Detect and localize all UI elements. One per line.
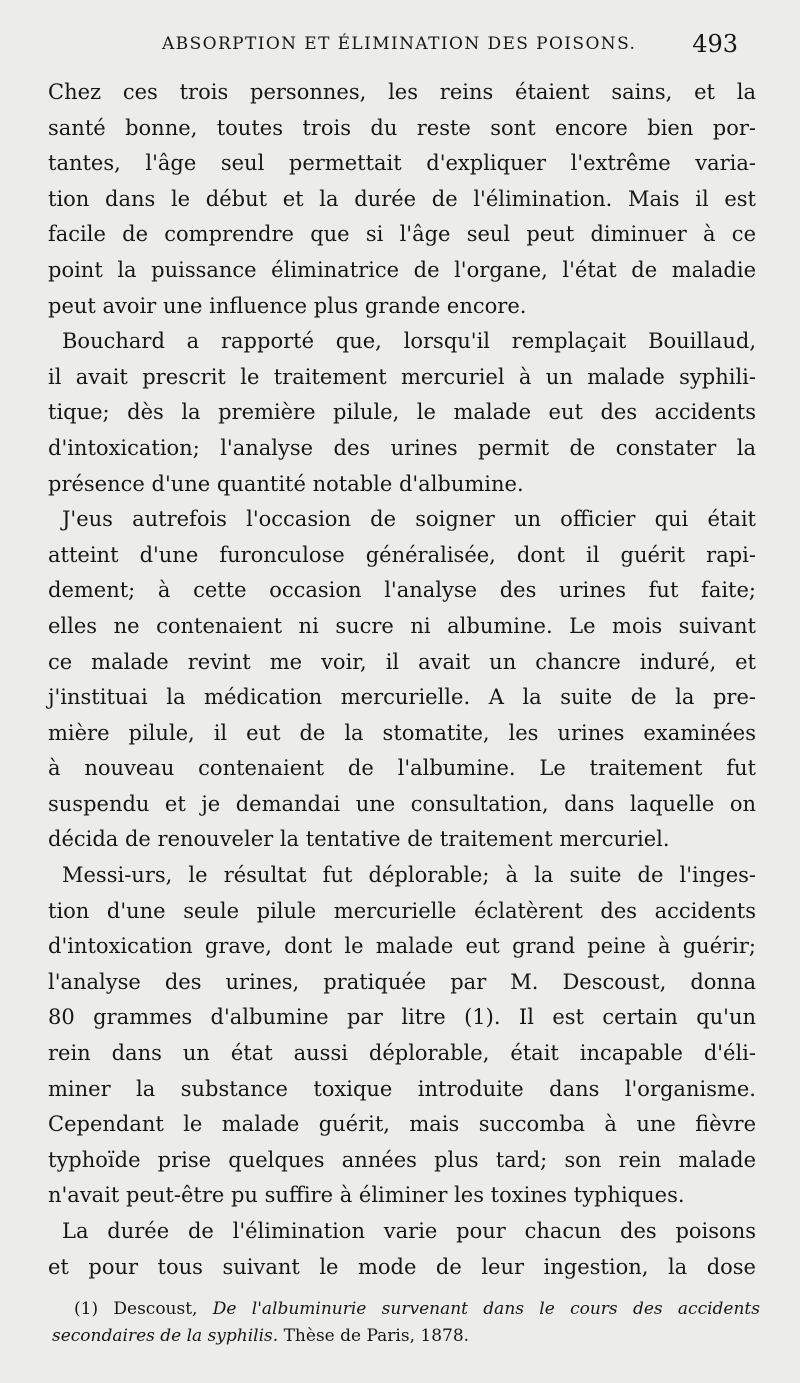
text-line: tique; dès la première pilule, le malade eut des accidents [48,400,756,425]
text-line: tantes, l'âge seul permettait d'expliquer l'extrême varia- [48,151,756,176]
text-line: il avait prescrit le traitement mercuriel à un malade syphili- [48,364,756,389]
text-line: peut avoir une influence plus grande encore. [48,293,527,318]
text-line: miner la substance toxique introduite dans l'organisme. [48,1076,756,1101]
text-line: point la puissance éliminatrice de l'organe, l'état de maladie [48,257,756,282]
text-line: n'avait peut-être pu suffire à éliminer les toxines typhiques. [48,1183,685,1208]
text-line: typhoïde prise quelques années plus tard; son rein malade [48,1147,756,1172]
footnote-title-continued: secondaires de la syphilis. [52,1326,279,1346]
running-title: ABSORPTION ET ÉLIMINATION DES POISONS. [162,34,637,54]
text-line: La durée de l'élimination varie pour chacun des poisons [62,1219,756,1243]
footnote-title: De l'albuminurie survenant dans le cours des accidents [212,1299,760,1319]
footnote-line [52,1323,760,1350]
text-line: atteint d'une furonculose généralisée, dont il guérit rapi- [48,542,756,567]
text-line: et pour tous suivant le mode de leur ingestion, la dose [48,1254,756,1279]
text-line: Chez ces trois personnes, les reins étaient sains, et la [48,80,756,104]
footnote-citation: Thèse de Paris, 1878. [283,1326,470,1346]
text-line: dement; à cette occasion l'analyse des urines fut faite; [48,578,756,603]
body-text [48,75,756,1285]
text-line: ce malade revint me voir, il avait un chancre induré, et [48,649,756,674]
text-line: tion dans le début et la durée de l'élimination. Mais il est [48,186,756,211]
text-line: j'instituai la médication mercurielle. A la suite de la pre- [48,685,756,710]
text-line: elles ne contenaient ni sucre ni albumine. Le mois suivant [48,613,756,638]
footnote-marker: (1) Descoust, [74,1299,198,1319]
text-line: Messi-urs, le résultat fut déplorable; à la suite de l'inges- [62,863,756,888]
text-line: tion d'une seule pilule mercurielle éclatèrent des accidents [48,898,756,923]
running-head [0,28,800,68]
text-line: d'intoxication grave, dont le malade eut grand peine à guérir; [48,934,756,959]
footnote-line [52,1296,760,1323]
text-line: à nouveau contenaient de l'albumine. Le traitement fut [48,756,756,781]
text-line: décida de renouveler la tentative de traitement mercuriel. [48,827,670,852]
text-line: rein dans un état aussi déplorable, était incapable d'éli- [48,1041,756,1066]
text-line: Bouchard a rapporté que, lorsqu'il remplaçait Bouillaud, [62,329,756,354]
footnote [52,1296,760,1350]
text-line: mière pilule, il eut de la stomatite, les urines examinées [48,720,756,745]
text-line: facile de comprendre que si l'âge seul peut diminuer à ce [48,222,756,247]
text-line: suspendu et je demandai une consultation, dans laquelle on [48,791,756,816]
text-line: santé bonne, toutes trois du reste sont encore bien por- [48,115,756,140]
text-line: l'analyse des urines, pratiquée par M. Descoust, donna [48,969,756,994]
text-line: 80 grammes d'albumine par litre (1). Il est certain qu'un [48,1005,756,1030]
text-line: Cependant le malade guérit, mais succomba à une fièvre [48,1112,756,1137]
text-line: d'intoxication; l'analyse des urines permit de constater la [48,435,756,460]
text-line: présence d'une quantité notable d'albumine. [48,471,524,496]
page-number: 493 [692,30,738,58]
text-line: J'eus autrefois l'occasion de soigner un officier qui était [62,507,756,532]
